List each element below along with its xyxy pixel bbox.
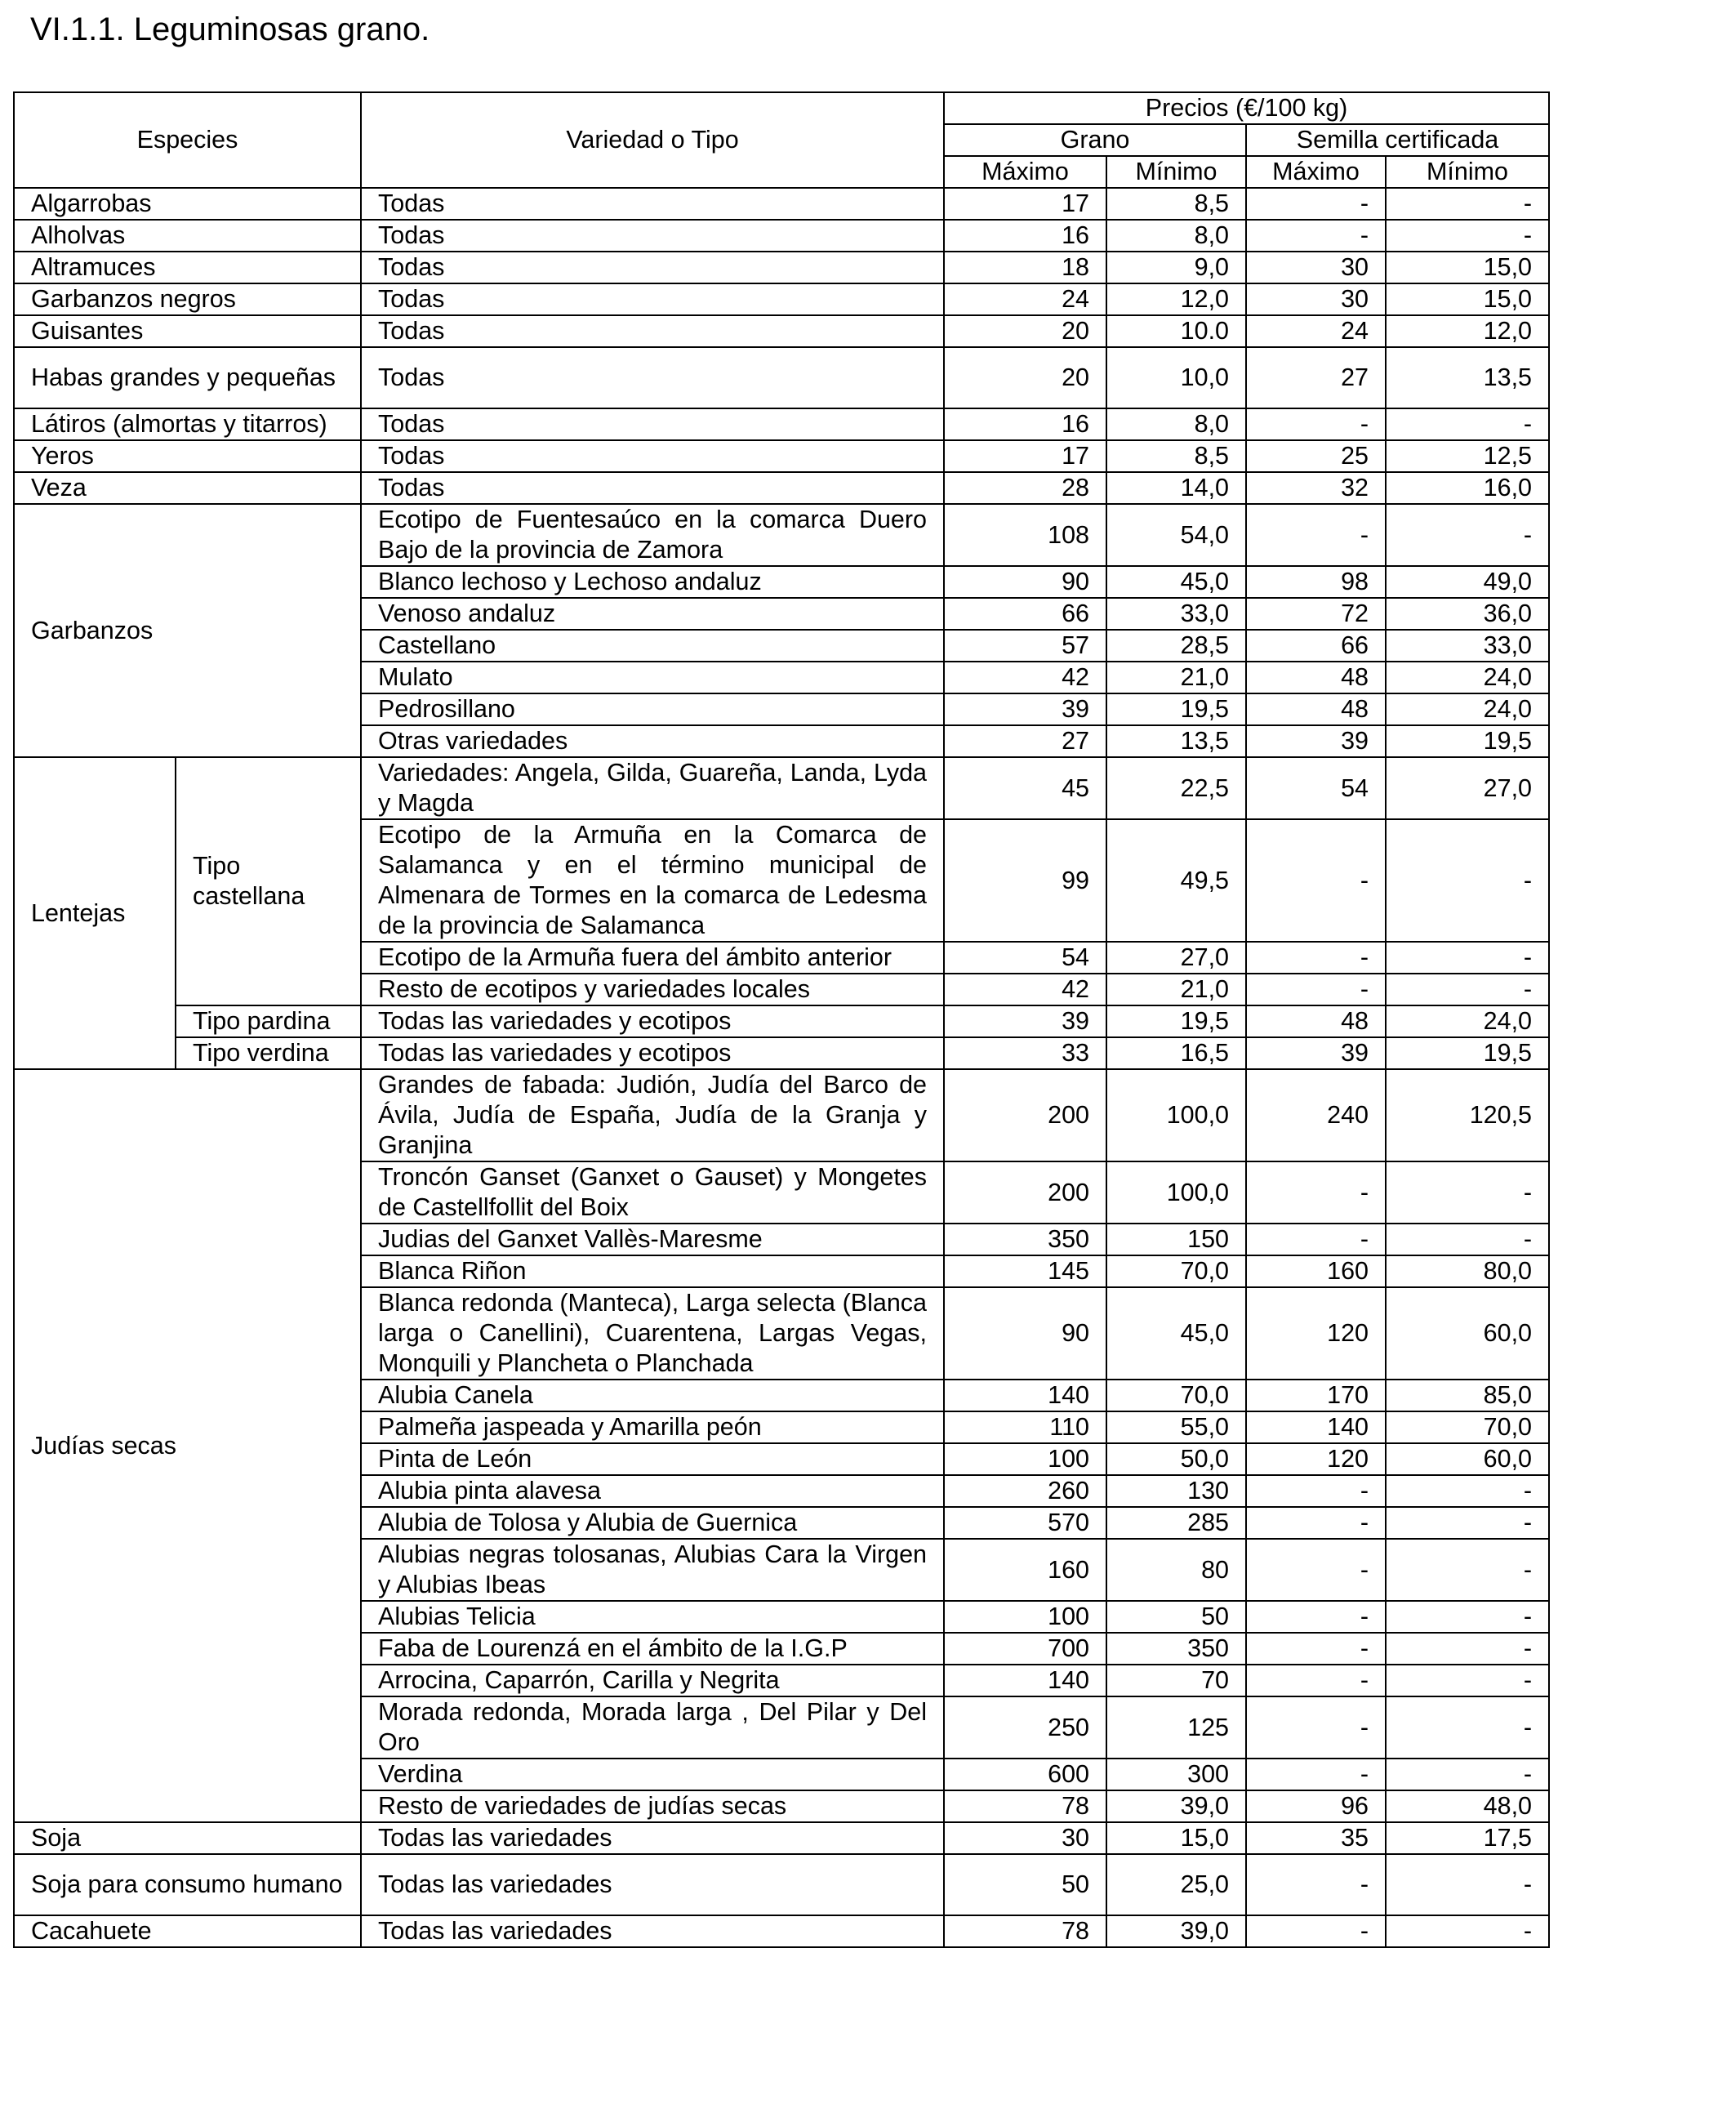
subtype-cell-pardina: Tipo pardina: [176, 1005, 361, 1037]
grano-maximo-cell: 45: [944, 757, 1106, 819]
header-grano-maximo: Máximo: [944, 156, 1106, 188]
semilla-minimo-cell: -: [1386, 1854, 1549, 1915]
grano-maximo-cell: 18: [944, 252, 1106, 283]
table-row: [14, 440, 1549, 472]
semilla-maximo-cell: -: [1246, 1665, 1386, 1696]
semilla-minimo-cell: 80,0: [1386, 1255, 1549, 1287]
grano-minimo-cell: 22,5: [1106, 757, 1246, 819]
grano-maximo-cell: 30: [944, 1822, 1106, 1854]
grano-minimo-cell: 19,5: [1106, 1005, 1246, 1037]
grano-minimo-cell: 55,0: [1106, 1411, 1246, 1443]
grano-maximo-cell: 78: [944, 1915, 1106, 1947]
semilla-maximo-cell: 66: [1246, 630, 1386, 662]
semilla-minimo-cell: 12,0: [1386, 315, 1549, 347]
header-grano: Grano: [944, 124, 1246, 156]
semilla-maximo-cell: 54: [1246, 757, 1386, 819]
table-row: [14, 1069, 1549, 1161]
semilla-minimo-cell: 15,0: [1386, 283, 1549, 315]
semilla-minimo-cell: 60,0: [1386, 1287, 1549, 1380]
grano-maximo-cell: 100: [944, 1443, 1106, 1475]
variety-cell: Blanca redonda (Manteca), Larga selecta (Blanca larga o Canellini), Cuarentena, Largas Vegas, Monquili y Plancheta o Planchada: [361, 1287, 944, 1380]
grano-maximo-cell: 200: [944, 1161, 1106, 1224]
table-row: [14, 472, 1549, 504]
grano-minimo-cell: 130: [1106, 1475, 1246, 1507]
semilla-minimo-cell: -: [1386, 974, 1549, 1005]
grano-minimo-cell: 13,5: [1106, 725, 1246, 757]
grano-minimo-cell: 45,0: [1106, 566, 1246, 598]
semilla-minimo-cell: 13,5: [1386, 347, 1549, 408]
semilla-maximo-cell: 35: [1246, 1822, 1386, 1854]
grano-maximo-cell: 27: [944, 725, 1106, 757]
semilla-maximo-cell: 96: [1246, 1790, 1386, 1822]
header-precios: Precios (€/100 kg): [944, 92, 1549, 124]
grano-minimo-cell: 8,5: [1106, 188, 1246, 220]
header-especies: Especies: [14, 92, 361, 188]
semilla-minimo-cell: 36,0: [1386, 598, 1549, 630]
semilla-minimo-cell: 33,0: [1386, 630, 1549, 662]
variety-cell: Arrocina, Caparrón, Carilla y Negrita: [361, 1665, 944, 1696]
variety-cell: Otras variedades: [361, 725, 944, 757]
table-row: [14, 188, 1549, 220]
header-semilla: Semilla certificada: [1246, 124, 1549, 156]
variety-cell: Alubias Telicia: [361, 1601, 944, 1633]
grano-maximo-cell: 16: [944, 408, 1106, 440]
variety-cell: Resto de ecotipos y variedades locales: [361, 974, 944, 1005]
semilla-minimo-cell: -: [1386, 1759, 1549, 1790]
semilla-minimo-cell: -: [1386, 819, 1549, 942]
semilla-minimo-cell: 19,5: [1386, 1037, 1549, 1069]
variety-cell: Todas: [361, 283, 944, 315]
grano-maximo-cell: 260: [944, 1475, 1106, 1507]
semilla-maximo-cell: 32: [1246, 472, 1386, 504]
semilla-maximo-cell: -: [1246, 1224, 1386, 1255]
variety-cell: Todas las variedades y ecotipos: [361, 1005, 944, 1037]
table-row: [14, 1005, 1549, 1037]
semilla-maximo-cell: 170: [1246, 1380, 1386, 1411]
grano-minimo-cell: 39,0: [1106, 1790, 1246, 1822]
semilla-maximo-cell: 72: [1246, 598, 1386, 630]
grano-maximo-cell: 90: [944, 1287, 1106, 1380]
semilla-minimo-cell: -: [1386, 408, 1549, 440]
subtype-cell-castellana: Tipo castellana: [176, 757, 361, 1005]
semilla-minimo-cell: -: [1386, 1665, 1549, 1696]
grano-minimo-cell: 19,5: [1106, 693, 1246, 725]
variety-cell: Todas las variedades: [361, 1854, 944, 1915]
grano-maximo-cell: 250: [944, 1696, 1106, 1759]
grano-maximo-cell: 140: [944, 1665, 1106, 1696]
grano-maximo-cell: 600: [944, 1759, 1106, 1790]
semilla-minimo-cell: 70,0: [1386, 1411, 1549, 1443]
grano-maximo-cell: 700: [944, 1633, 1106, 1665]
semilla-minimo-cell: 15,0: [1386, 252, 1549, 283]
species-cell: Algarrobas: [14, 188, 361, 220]
semilla-maximo-cell: 48: [1246, 1005, 1386, 1037]
header-grano-minimo: Mínimo: [1106, 156, 1246, 188]
semilla-maximo-cell: -: [1246, 1161, 1386, 1224]
grano-minimo-cell: 54,0: [1106, 504, 1246, 566]
semilla-minimo-cell: 85,0: [1386, 1380, 1549, 1411]
species-cell: Veza: [14, 472, 361, 504]
grano-minimo-cell: 70,0: [1106, 1380, 1246, 1411]
grano-maximo-cell: 16: [944, 220, 1106, 252]
grano-minimo-cell: 39,0: [1106, 1915, 1246, 1947]
semilla-maximo-cell: -: [1246, 1633, 1386, 1665]
semilla-minimo-cell: -: [1386, 1475, 1549, 1507]
grano-minimo-cell: 70,0: [1106, 1255, 1246, 1287]
semilla-maximo-cell: 39: [1246, 725, 1386, 757]
species-cell: Soja: [14, 1822, 361, 1854]
grano-maximo-cell: 66: [944, 598, 1106, 630]
species-cell-lentejas: Lentejas: [14, 757, 176, 1069]
grano-minimo-cell: 14,0: [1106, 472, 1246, 504]
species-cell-judias: Judías secas: [14, 1069, 361, 1822]
variety-cell: Ecotipo de Fuentesaúco en la comarca Duero Bajo de la provincia de Zamora: [361, 504, 944, 566]
variety-cell: Blanca Riñon: [361, 1255, 944, 1287]
grano-minimo-cell: 70: [1106, 1665, 1246, 1696]
semilla-maximo-cell: 25: [1246, 440, 1386, 472]
variety-cell: Grandes de fabada: Judión, Judía del Barco de Ávila, Judía de España, Judía de la Granja y Granjina: [361, 1069, 944, 1161]
semilla-minimo-cell: 16,0: [1386, 472, 1549, 504]
variety-cell: Faba de Lourenzá en el ámbito de la I.G.P: [361, 1633, 944, 1665]
semilla-minimo-cell: -: [1386, 1696, 1549, 1759]
grano-maximo-cell: 200: [944, 1069, 1106, 1161]
grano-maximo-cell: 17: [944, 440, 1106, 472]
variety-cell: Blanco lechoso y Lechoso andaluz: [361, 566, 944, 598]
species-cell: Soja para consumo humano: [14, 1854, 361, 1915]
table-row: [14, 1822, 1549, 1854]
table-row: [14, 315, 1549, 347]
semilla-maximo-cell: -: [1246, 819, 1386, 942]
semilla-maximo-cell: 24: [1246, 315, 1386, 347]
semilla-maximo-cell: 120: [1246, 1287, 1386, 1380]
semilla-minimo-cell: -: [1386, 188, 1549, 220]
variety-cell: Todas: [361, 440, 944, 472]
species-cell: Yeros: [14, 440, 361, 472]
price-table: [13, 91, 1550, 1948]
semilla-maximo-cell: -: [1246, 1539, 1386, 1601]
table-row: [14, 1854, 1549, 1915]
grano-minimo-cell: 285: [1106, 1507, 1246, 1539]
semilla-maximo-cell: -: [1246, 1854, 1386, 1915]
table-row: [14, 408, 1549, 440]
variety-cell: Palmeña jaspeada y Amarilla peón: [361, 1411, 944, 1443]
semilla-maximo-cell: 48: [1246, 662, 1386, 693]
semilla-maximo-cell: 98: [1246, 566, 1386, 598]
semilla-minimo-cell: 17,5: [1386, 1822, 1549, 1854]
variety-cell: Todas: [361, 315, 944, 347]
semilla-minimo-cell: 19,5: [1386, 725, 1549, 757]
grano-maximo-cell: 24: [944, 283, 1106, 315]
variety-cell: Todas las variedades: [361, 1915, 944, 1947]
variety-cell: Alubia de Tolosa y Alubia de Guernica: [361, 1507, 944, 1539]
semilla-maximo-cell: 120: [1246, 1443, 1386, 1475]
table-row: [14, 220, 1549, 252]
semilla-minimo-cell: -: [1386, 1539, 1549, 1601]
semilla-minimo-cell: -: [1386, 1161, 1549, 1224]
variety-cell: Castellano: [361, 630, 944, 662]
grano-minimo-cell: 33,0: [1106, 598, 1246, 630]
variety-cell: Todas las variedades: [361, 1822, 944, 1854]
semilla-minimo-cell: 120,5: [1386, 1069, 1549, 1161]
grano-minimo-cell: 125: [1106, 1696, 1246, 1759]
table-row: [14, 1037, 1549, 1069]
semilla-minimo-cell: 48,0: [1386, 1790, 1549, 1822]
page-title: VI.1.1. Leguminosas grano.: [30, 11, 430, 47]
grano-minimo-cell: 21,0: [1106, 974, 1246, 1005]
grano-maximo-cell: 110: [944, 1411, 1106, 1443]
species-cell: Alholvas: [14, 220, 361, 252]
table-row: [14, 252, 1549, 283]
semilla-maximo-cell: -: [1246, 942, 1386, 974]
semilla-maximo-cell: -: [1246, 1601, 1386, 1633]
header-variedad: Variedad o Tipo: [361, 92, 944, 188]
semilla-minimo-cell: -: [1386, 1633, 1549, 1665]
species-cell: Látiros (almortas y titarros): [14, 408, 361, 440]
grano-maximo-cell: 90: [944, 566, 1106, 598]
species-cell: Habas grandes y pequeñas: [14, 347, 361, 408]
variety-cell: Variedades: Angela, Gilda, Guareña, Landa, Lyda y Magda: [361, 757, 944, 819]
grano-maximo-cell: 99: [944, 819, 1106, 942]
variety-cell: Troncón Ganset (Ganxet o Gauset) y Mongetes de Castellfollit del Boix: [361, 1161, 944, 1224]
grano-minimo-cell: 28,5: [1106, 630, 1246, 662]
grano-maximo-cell: 160: [944, 1539, 1106, 1601]
grano-maximo-cell: 54: [944, 942, 1106, 974]
variety-cell: Pinta de León: [361, 1443, 944, 1475]
semilla-minimo-cell: 12,5: [1386, 440, 1549, 472]
table-row: [14, 283, 1549, 315]
semilla-minimo-cell: -: [1386, 1507, 1549, 1539]
grano-maximo-cell: 42: [944, 974, 1106, 1005]
semilla-minimo-cell: -: [1386, 1601, 1549, 1633]
semilla-maximo-cell: -: [1246, 220, 1386, 252]
subtype-cell-verdina: Tipo verdina: [176, 1037, 361, 1069]
species-cell: Garbanzos negros: [14, 283, 361, 315]
variety-cell: Resto de variedades de judías secas: [361, 1790, 944, 1822]
semilla-minimo-cell: 24,0: [1386, 662, 1549, 693]
grano-maximo-cell: 39: [944, 1005, 1106, 1037]
grano-maximo-cell: 57: [944, 630, 1106, 662]
variety-cell: Todas: [361, 472, 944, 504]
table-row: [14, 757, 1549, 819]
species-cell-garbanzos: Garbanzos: [14, 504, 361, 757]
grano-minimo-cell: 10,0: [1106, 347, 1246, 408]
grano-maximo-cell: 20: [944, 315, 1106, 347]
grano-maximo-cell: 140: [944, 1380, 1106, 1411]
table-body: [14, 188, 1549, 1947]
grano-minimo-cell: 100,0: [1106, 1069, 1246, 1161]
header-semilla-maximo: Máximo: [1246, 156, 1386, 188]
variety-cell: Morada redonda, Morada larga , Del Pilar y Del Oro: [361, 1696, 944, 1759]
semilla-maximo-cell: 140: [1246, 1411, 1386, 1443]
variety-cell: Alubias negras tolosanas, Alubias Cara la Virgen y Alubias Ibeas: [361, 1539, 944, 1601]
variety-cell: Todas: [361, 408, 944, 440]
grano-minimo-cell: 9,0: [1106, 252, 1246, 283]
grano-minimo-cell: 80: [1106, 1539, 1246, 1601]
grano-minimo-cell: 15,0: [1106, 1822, 1246, 1854]
grano-maximo-cell: 39: [944, 693, 1106, 725]
semilla-maximo-cell: -: [1246, 1759, 1386, 1790]
variety-cell: Todas las variedades y ecotipos: [361, 1037, 944, 1069]
grano-maximo-cell: 570: [944, 1507, 1106, 1539]
species-cell: Cacahuete: [14, 1915, 361, 1947]
semilla-maximo-cell: -: [1246, 408, 1386, 440]
variety-cell: Todas: [361, 220, 944, 252]
semilla-maximo-cell: 240: [1246, 1069, 1386, 1161]
variety-cell: Todas: [361, 347, 944, 408]
grano-minimo-cell: 150: [1106, 1224, 1246, 1255]
semilla-maximo-cell: -: [1246, 1475, 1386, 1507]
variety-cell: Alubia pinta alavesa: [361, 1475, 944, 1507]
grano-maximo-cell: 100: [944, 1601, 1106, 1633]
grano-maximo-cell: 108: [944, 504, 1106, 566]
variety-cell: Todas: [361, 188, 944, 220]
semilla-minimo-cell: -: [1386, 1915, 1549, 1947]
grano-minimo-cell: 50,0: [1106, 1443, 1246, 1475]
semilla-minimo-cell: 24,0: [1386, 1005, 1549, 1037]
grano-minimo-cell: 350: [1106, 1633, 1246, 1665]
semilla-minimo-cell: 24,0: [1386, 693, 1549, 725]
semilla-maximo-cell: 30: [1246, 283, 1386, 315]
grano-minimo-cell: 27,0: [1106, 942, 1246, 974]
variety-cell: Mulato: [361, 662, 944, 693]
semilla-maximo-cell: -: [1246, 188, 1386, 220]
variety-cell: Ecotipo de la Armuña en la Comarca de Salamanca y en el término municipal de Almenara de Tormes en la comarca de Ledesma de la provincia de Salamanca: [361, 819, 944, 942]
grano-minimo-cell: 21,0: [1106, 662, 1246, 693]
semilla-maximo-cell: 39: [1246, 1037, 1386, 1069]
semilla-maximo-cell: 160: [1246, 1255, 1386, 1287]
variety-cell: Todas: [361, 252, 944, 283]
grano-maximo-cell: 33: [944, 1037, 1106, 1069]
semilla-maximo-cell: -: [1246, 1696, 1386, 1759]
semilla-maximo-cell: -: [1246, 974, 1386, 1005]
semilla-maximo-cell: 30: [1246, 252, 1386, 283]
grano-minimo-cell: 25,0: [1106, 1854, 1246, 1915]
variety-cell: Alubia Canela: [361, 1380, 944, 1411]
grano-minimo-cell: 12,0: [1106, 283, 1246, 315]
grano-minimo-cell: 49,5: [1106, 819, 1246, 942]
grano-minimo-cell: 10.0: [1106, 315, 1246, 347]
grano-maximo-cell: 20: [944, 347, 1106, 408]
semilla-maximo-cell: -: [1246, 1915, 1386, 1947]
grano-minimo-cell: 8,0: [1106, 408, 1246, 440]
variety-cell: Judias del Ganxet Vallès-Maresme: [361, 1224, 944, 1255]
grano-minimo-cell: 8,0: [1106, 220, 1246, 252]
grano-maximo-cell: 50: [944, 1854, 1106, 1915]
variety-cell: Venoso andaluz: [361, 598, 944, 630]
table-row: [14, 504, 1549, 566]
grano-maximo-cell: 78: [944, 1790, 1106, 1822]
grano-minimo-cell: 45,0: [1106, 1287, 1246, 1380]
species-cell: Guisantes: [14, 315, 361, 347]
table-row: [14, 347, 1549, 408]
grano-minimo-cell: 16,5: [1106, 1037, 1246, 1069]
semilla-maximo-cell: -: [1246, 504, 1386, 566]
grano-minimo-cell: 8,5: [1106, 440, 1246, 472]
semilla-minimo-cell: 60,0: [1386, 1443, 1549, 1475]
grano-maximo-cell: 145: [944, 1255, 1106, 1287]
variety-cell: Pedrosillano: [361, 693, 944, 725]
grano-maximo-cell: 28: [944, 472, 1106, 504]
grano-maximo-cell: 42: [944, 662, 1106, 693]
semilla-minimo-cell: -: [1386, 1224, 1549, 1255]
semilla-maximo-cell: 27: [1246, 347, 1386, 408]
grano-maximo-cell: 350: [944, 1224, 1106, 1255]
species-cell: Altramuces: [14, 252, 361, 283]
semilla-maximo-cell: 48: [1246, 693, 1386, 725]
variety-cell: Verdina: [361, 1759, 944, 1790]
semilla-maximo-cell: -: [1246, 1507, 1386, 1539]
grano-minimo-cell: 300: [1106, 1759, 1246, 1790]
grano-minimo-cell: 100,0: [1106, 1161, 1246, 1224]
semilla-minimo-cell: 27,0: [1386, 757, 1549, 819]
table-row: [14, 1915, 1549, 1947]
variety-cell: Ecotipo de la Armuña fuera del ámbito anterior: [361, 942, 944, 974]
grano-minimo-cell: 50: [1106, 1601, 1246, 1633]
grano-maximo-cell: 17: [944, 188, 1106, 220]
semilla-minimo-cell: 49,0: [1386, 566, 1549, 598]
header-semilla-minimo: Mínimo: [1386, 156, 1549, 188]
semilla-minimo-cell: -: [1386, 942, 1549, 974]
semilla-minimo-cell: -: [1386, 220, 1549, 252]
semilla-minimo-cell: -: [1386, 504, 1549, 566]
